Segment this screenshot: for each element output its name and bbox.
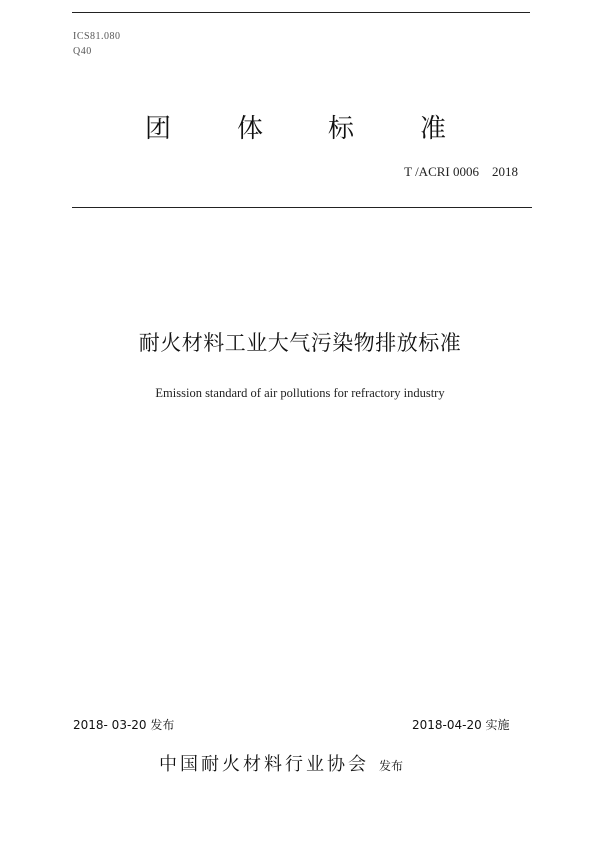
publisher-name: 中国耐火材料行业协会 — [159, 754, 369, 775]
standard-type-char: 体 — [237, 114, 264, 144]
standard-type-char: 团 — [145, 114, 172, 144]
top-divider — [72, 12, 530, 13]
standard-number: T /ACRI 0006 2018 — [404, 164, 518, 179]
document-title-en: Emission standard of air pollutions for refractory industry — [155, 386, 445, 400]
ics-code: ICS81.080 — [73, 31, 121, 42]
implementation-date: 2018-04-20 实施 — [412, 718, 510, 732]
ccs-code: Q40 — [73, 46, 92, 57]
publisher-line — [159, 750, 403, 776]
standard-type-char: 标 — [328, 114, 355, 144]
issue-date: 2018- 03-20 发布 — [73, 718, 175, 732]
document-title-zh: 耐火材料工业大气污染物排放标准 — [138, 331, 462, 355]
standard-type-char: 准 — [420, 114, 447, 144]
header-divider — [72, 207, 532, 208]
publisher-suffix: 发布 — [379, 759, 404, 773]
